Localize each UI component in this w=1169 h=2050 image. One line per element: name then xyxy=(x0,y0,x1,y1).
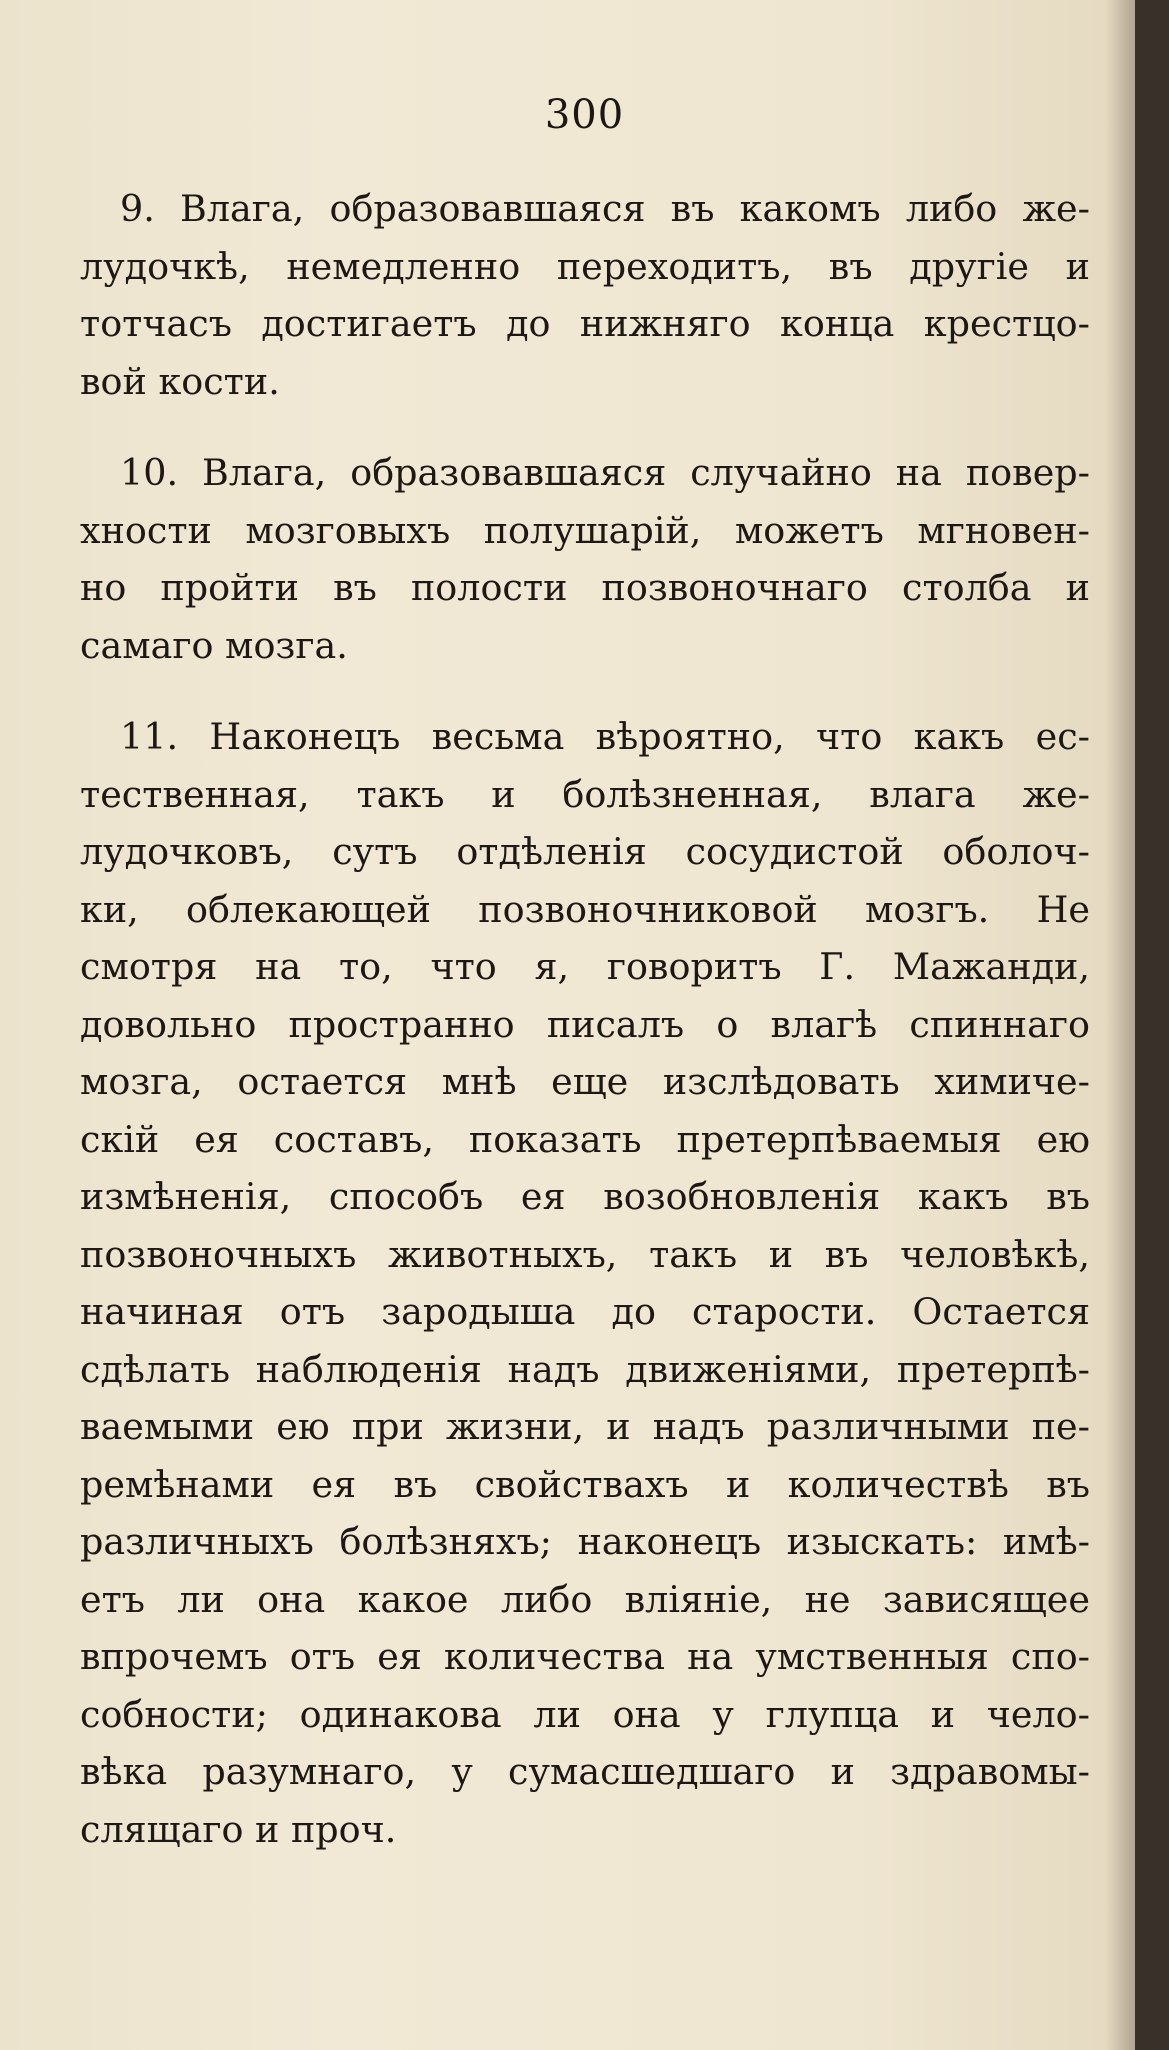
text-line: но пройти въ полости позвоночнаго столба и xyxy=(80,566,1090,609)
text-line: тотчасъ достигаетъ до нижняго конца крестцо- xyxy=(80,302,1090,345)
text-line: сдѣлать наблюденія надъ движеніями, претерпѣ- xyxy=(80,1347,1090,1391)
text-line: ремѣнами ея въ свойствахъ и количествѣ въ xyxy=(80,1462,1090,1506)
text-line: слящаго и проч. xyxy=(80,1807,397,1851)
text-line: смотря на то, что я, говоритъ Г. Мажанди, xyxy=(80,945,1090,988)
text-line: 11. Наконецъ весьма вѣроятно, что какъ ес- xyxy=(120,715,1090,758)
text-line: позвоночныхъ животныхъ, такъ и въ человѣкѣ, xyxy=(80,1232,1090,1276)
text-line: скій ея составъ, показать претерпѣваемыя ею xyxy=(80,1117,1090,1161)
text-line: ваемыми ею при жизни, и надъ различными пе- xyxy=(80,1405,1090,1448)
body-text xyxy=(80,180,1090,1892)
page-number: 300 xyxy=(544,92,625,138)
text-line: мозга, остается мнѣ еще изслѣдовать химиче- xyxy=(80,1060,1090,1103)
paragraph-10 xyxy=(80,444,1090,674)
text-line: самаго мозга. xyxy=(80,623,348,667)
text-line: 10. Влага, образовавшаяся случайно на повер- xyxy=(120,451,1090,494)
text-line: довольно пространно писалъ о влагѣ спиннаго xyxy=(80,1002,1090,1046)
text-line: тественная, такъ и болѣзненная, влага же- xyxy=(80,772,1090,816)
text-line: различныхъ болѣзняхъ; наконецъ изыскать: имѣ- xyxy=(80,1520,1090,1563)
text-line: вой кости. xyxy=(80,359,280,403)
text-line: лудочкѣ, немедленно переходитъ, въ другіе и xyxy=(80,244,1090,288)
paragraph-11 xyxy=(80,708,1090,1858)
paragraph-9 xyxy=(80,180,1090,410)
text-line: ки, облекающей позвоночниковой мозгъ. Не xyxy=(80,887,1090,931)
text-line: хности мозговыхъ полушарій, можетъ мгновен- xyxy=(80,508,1090,552)
text-line: измѣненія, способъ ея возобновленія какъ въ xyxy=(80,1175,1090,1218)
text-line: впрочемъ отъ ея количества на умственныя спо- xyxy=(80,1635,1090,1678)
text-line: начиная отъ зародыша до старости. Остается xyxy=(80,1290,1090,1333)
text-line: собности; одинакова ли она у глупца и чело- xyxy=(80,1692,1090,1736)
text-line: вѣка разумнаго, у сумасшедшаго и здравомы- xyxy=(80,1750,1090,1793)
text-line: 9. Влага, образовавшаяся въ какомъ либо же- xyxy=(120,187,1090,230)
text-line: лудочковъ, сутъ отдѣленія сосудистой оболоч- xyxy=(80,830,1090,873)
text-line: етъ ли она какое либо вліяніе, не зависящее xyxy=(80,1577,1090,1621)
